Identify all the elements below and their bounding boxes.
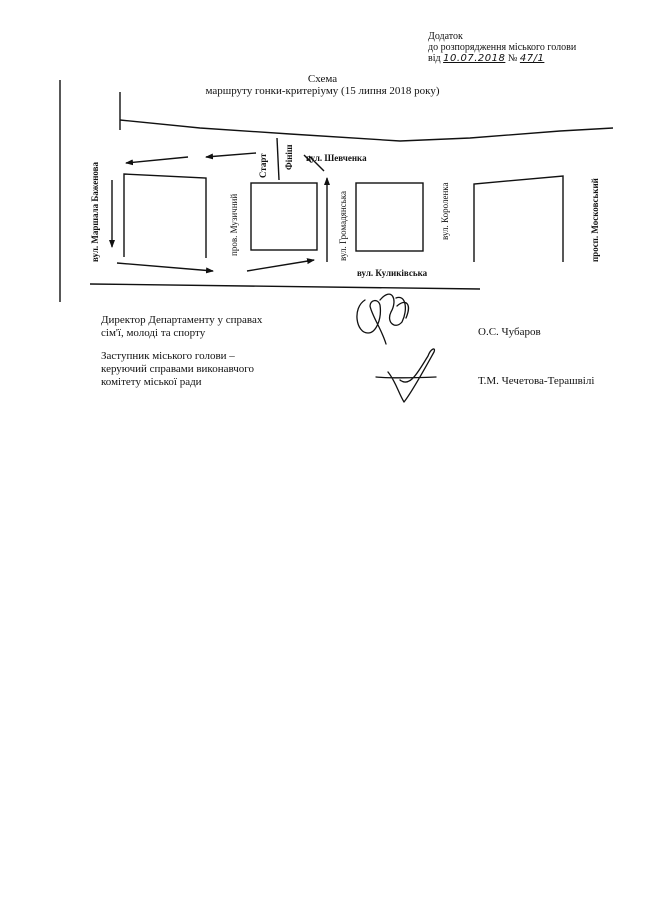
signatory-1-position-line2: сім'ї, молоді та спорту <box>101 327 206 339</box>
finish-label: Фініш <box>284 144 294 170</box>
route-arrow-west-1 <box>126 157 188 163</box>
signatory-2-position-line3: комітету міської ради <box>101 376 202 388</box>
number-label: № <box>507 53 518 64</box>
route-arrow-east-2 <box>247 260 314 271</box>
start-label: Старт <box>258 153 268 178</box>
signatory-1-position-line1: Директор Департаменту у справах <box>101 314 263 326</box>
block-4 <box>474 176 563 262</box>
block-2 <box>251 183 317 250</box>
street-label-hromadianska: вул. Громадянська <box>338 191 348 261</box>
street-label-shevchenka: вул. Шевченка <box>306 153 367 163</box>
route-arrow-east-1 <box>117 263 213 271</box>
street-label-bazhanova: вул. Маршала Баженова <box>90 161 100 262</box>
start-line <box>277 138 279 180</box>
scheme-subtitle: маршруту гонки-критеріуму (15 липня 2018 року) <box>205 85 440 97</box>
annex-subtitle: до розпорядження міського голови <box>428 42 577 53</box>
scheme-title: Схема <box>307 73 338 85</box>
signatory-2-position <box>101 350 254 389</box>
signatory-1-position <box>101 314 262 340</box>
block-1 <box>124 174 206 258</box>
street-label-korolenka: вул. Короленка <box>440 182 450 240</box>
handwritten-number: 47/1 <box>519 53 545 64</box>
street-label-kulykivska: вул. Куликівська <box>357 268 428 278</box>
bottom-road-boundary <box>90 284 480 289</box>
signature-2 <box>376 349 436 402</box>
block-3 <box>356 183 423 251</box>
signatory-2-position-line1: Заступник міського голови – <box>101 350 235 362</box>
handwritten-date: 10.07.2018 <box>443 53 506 64</box>
signatory-1-name: О.С. Чубаров <box>478 326 541 338</box>
date-prefix: від <box>428 53 441 64</box>
annex-label: Додаток <box>428 31 463 42</box>
street-label-muzychnyi: пров. Музичний <box>229 193 239 256</box>
route-arrow-west-2 <box>206 153 256 157</box>
street-label-moskovskyi: просп. Московський <box>590 178 600 262</box>
signatory-2-position-line2: керуючий справами виконавчого <box>101 363 255 375</box>
signatory-2-name: Т.М. Чечетова-Терашвілі <box>478 375 595 387</box>
top-road-boundary <box>120 120 613 141</box>
signature-1 <box>357 294 408 344</box>
